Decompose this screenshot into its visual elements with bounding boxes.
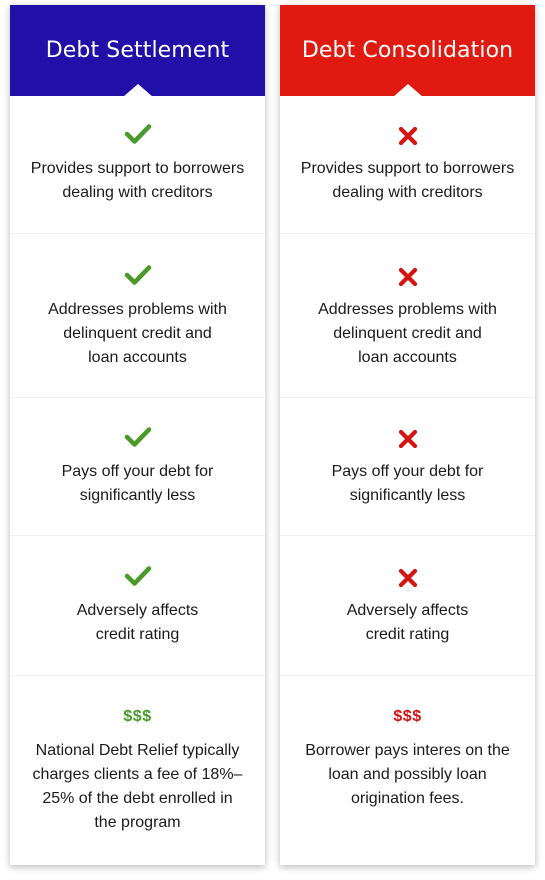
cost-row <box>280 676 535 865</box>
row-text: Adversely affects credit rating <box>346 602 469 643</box>
cost-symbol: $$$ <box>123 708 152 725</box>
debt-consolidation-column <box>280 5 535 865</box>
cross-icon <box>280 266 535 288</box>
row-text: Provides support to borrowers dealing with creditors <box>300 160 515 201</box>
row-text: Addresses problems with delinquent credit and loan accounts <box>318 301 497 366</box>
debt-consolidation-title: Debt Consolidation <box>301 38 514 63</box>
comparison-row <box>280 398 535 536</box>
comparison-row <box>10 96 265 234</box>
check-icon <box>10 565 265 587</box>
cross-icon <box>280 567 535 589</box>
cost-symbol: $$$ <box>393 708 422 725</box>
debt-settlement-column <box>10 5 265 865</box>
row-text: Adversely affects credit rating <box>76 602 199 643</box>
debt-consolidation-header <box>280 5 535 96</box>
row-text: Addresses problems with delinquent credit and loan accounts <box>48 301 227 366</box>
debt-settlement-header <box>10 5 265 96</box>
comparison-row <box>10 536 265 676</box>
row-text: Pays off your debt for significantly less <box>61 463 214 504</box>
cross-icon <box>280 125 535 147</box>
debt-settlement-title: Debt Settlement <box>45 38 230 63</box>
cost-row <box>10 676 265 865</box>
row-text: Provides support to borrowers dealing with creditors <box>30 160 245 201</box>
comparison-row <box>10 398 265 536</box>
cost-text: National Debt Relief typically charges clients a fee of 18%– 25% of the debt enrolled in the program <box>32 742 243 831</box>
check-icon <box>10 123 265 145</box>
comparison-row <box>280 234 535 398</box>
cost-text: Borrower pays interes on the loan and possibly loan origination fees. <box>305 742 510 807</box>
row-text: Pays off your debt for significantly less <box>331 463 484 504</box>
comparison-row <box>280 536 535 676</box>
comparison-row <box>10 234 265 398</box>
comparison-row <box>280 96 535 234</box>
cross-icon <box>280 428 535 450</box>
check-icon <box>10 264 265 286</box>
check-icon <box>10 426 265 448</box>
